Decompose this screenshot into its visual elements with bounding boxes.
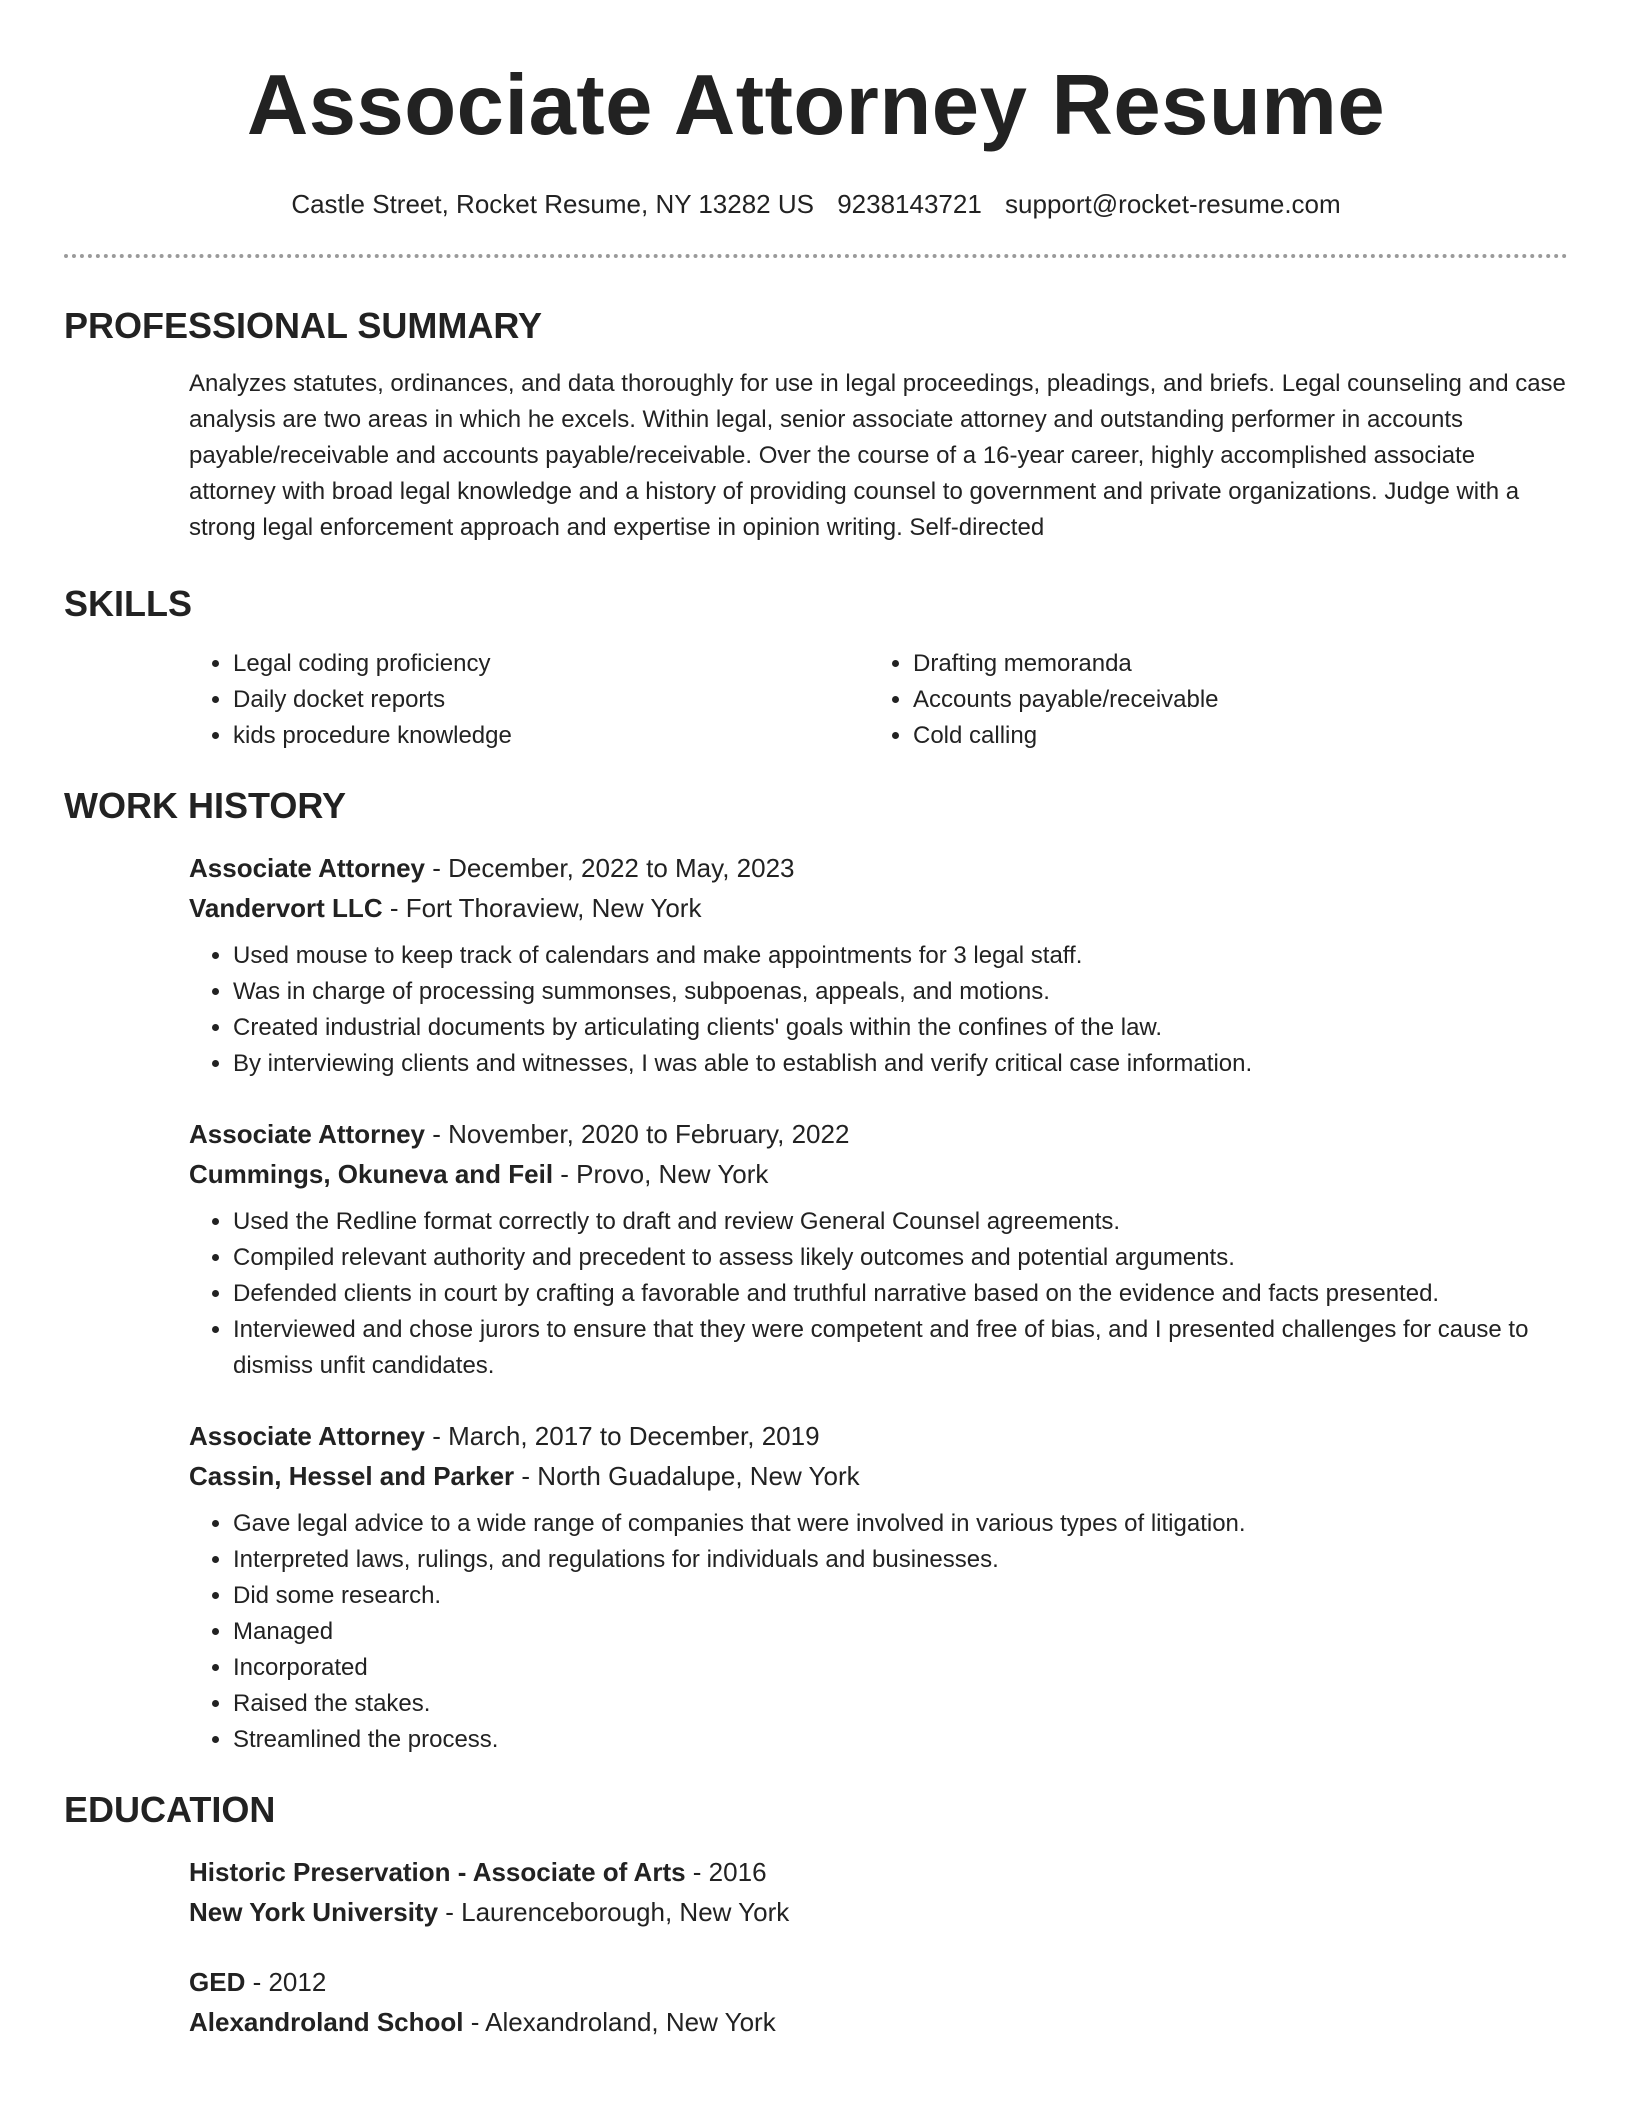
job-bullet: • Used mouse to keep track of calendars and make appointments for 3 legal staff. bbox=[233, 938, 1568, 974]
skill-item: • Daily docket reports bbox=[233, 682, 869, 718]
contact-email: support@rocket-resume.com bbox=[1005, 189, 1341, 219]
education-degree-line bbox=[189, 1852, 1568, 1892]
job-bullet: • Gave legal advice to a wide range of companies that were involved in various types of litigation. bbox=[233, 1506, 1568, 1542]
job-bullets bbox=[189, 1204, 1568, 1384]
job-title: Associate Attorney bbox=[189, 853, 425, 883]
header-divider bbox=[64, 254, 1568, 258]
skills-column-right bbox=[869, 646, 1549, 754]
skill-item: • Accounts payable/receivable bbox=[913, 682, 1549, 718]
contact-address: Castle Street, Rocket Resume, NY 13282 US bbox=[291, 189, 814, 219]
job-company: Cassin, Hessel and Parker bbox=[189, 1461, 515, 1491]
education-heading: EDUCATION bbox=[64, 1789, 276, 1830]
job-bullet: • Used the Redline format correctly to draft and review General Counsel agreements. bbox=[233, 1204, 1568, 1240]
job-location: - Provo, New York bbox=[553, 1159, 769, 1189]
skills-grid bbox=[189, 646, 1568, 754]
work-section bbox=[189, 848, 1568, 1758]
job-title-line bbox=[189, 848, 1568, 888]
skills-list-right bbox=[869, 646, 1549, 754]
job-bullet: • Compiled relevant authority and precedent to assess likely outcomes and potential arguments. bbox=[233, 1240, 1568, 1276]
skills-list-left bbox=[189, 646, 869, 754]
job-company: Vandervort LLC bbox=[189, 893, 383, 923]
skills-heading: SKILLS bbox=[64, 583, 193, 624]
job-location: - North Guadalupe, New York bbox=[514, 1461, 860, 1491]
skill-item: • Cold calling bbox=[913, 718, 1549, 754]
job-bullet: • Did some research. bbox=[233, 1578, 1568, 1614]
summary-text: Analyzes statutes, ordinances, and data thoroughly for use in legal proceedings, pleadings, and briefs. Legal counseling and case analysis are two areas in which he excels. Within legal, senior associate attorney and outstanding performer in accounts payable/receivable and accounts payable/receivable. Over the course of a 16-year career, highly accomplished associate attorney with broad legal knowledge and a history of providing counsel to government and private organizations. Judge with a strong legal enforcement approach and expertise in opinion writing. Self-directed bbox=[189, 370, 1566, 541]
contact-phone: 9238143721 bbox=[837, 189, 982, 219]
skill-item: • Drafting memoranda bbox=[913, 646, 1549, 682]
skill-item: • kids procedure knowledge bbox=[233, 718, 869, 754]
job-company-line bbox=[189, 1456, 1568, 1496]
education-school-line bbox=[189, 1892, 1568, 1932]
work-heading: WORK HISTORY bbox=[64, 785, 347, 826]
job-bullet: • Was in charge of processing summonses, subpoenas, appeals, and motions. bbox=[233, 974, 1568, 1010]
job-dates: - December, 2022 to May, 2023 bbox=[425, 853, 795, 883]
job-company: Cummings, Okuneva and Feil bbox=[189, 1159, 554, 1189]
job-bullet: • By interviewing clients and witnesses, I was able to establish and verify critical case information. bbox=[233, 1046, 1568, 1082]
education-degree: Historic Preservation - Associate of Arts bbox=[189, 1857, 686, 1887]
skills-section bbox=[189, 646, 1568, 754]
education-degree: GED bbox=[189, 1967, 246, 1997]
skills-column-left bbox=[189, 646, 869, 754]
job-dates: - March, 2017 to December, 2019 bbox=[425, 1421, 820, 1451]
education-degree-line bbox=[189, 1962, 1568, 2002]
job-bullet: • Incorporated bbox=[233, 1650, 1568, 1686]
skill-item: • Legal coding proficiency bbox=[233, 646, 869, 682]
education-year: - 2016 bbox=[685, 1857, 767, 1887]
contact-line bbox=[0, 188, 1632, 220]
education-location: - Alexandroland, New York bbox=[463, 2007, 776, 2037]
job-bullet: • Streamlined the process. bbox=[233, 1722, 1568, 1758]
job-bullet: • Created industrial documents by articulating clients' goals within the confines of the law. bbox=[233, 1010, 1568, 1046]
education-entry bbox=[189, 1852, 1568, 1932]
job-title-line bbox=[189, 1114, 1568, 1154]
job-title: Associate Attorney bbox=[189, 1119, 425, 1149]
job-bullet: • Raised the stakes. bbox=[233, 1686, 1568, 1722]
education-section bbox=[189, 1852, 1568, 2042]
job-location: - Fort Thoraview, New York bbox=[382, 893, 702, 923]
education-school-line bbox=[189, 2002, 1568, 2042]
summary-heading: PROFESSIONAL SUMMARY bbox=[64, 305, 543, 346]
education-school: Alexandroland School bbox=[189, 2007, 464, 2037]
education-school: New York University bbox=[189, 1897, 439, 1927]
job-bullet: • Managed bbox=[233, 1614, 1568, 1650]
resume-title: Associate Attorney Resume bbox=[246, 58, 1386, 153]
job-entry bbox=[189, 1416, 1568, 1758]
job-company-line bbox=[189, 1154, 1568, 1194]
job-title: Associate Attorney bbox=[189, 1421, 425, 1451]
summary-section bbox=[189, 366, 1568, 546]
job-entry bbox=[189, 848, 1568, 1082]
job-entry bbox=[189, 1114, 1568, 1384]
job-bullets bbox=[189, 1506, 1568, 1758]
job-company-line bbox=[189, 888, 1568, 928]
education-location: - Laurenceborough, New York bbox=[438, 1897, 790, 1927]
job-bullet: • Defended clients in court by crafting a favorable and truthful narrative based on the evidence and facts presented. bbox=[233, 1276, 1568, 1312]
job-title-line bbox=[189, 1416, 1568, 1456]
job-bullet: • Interpreted laws, rulings, and regulations for individuals and businesses. bbox=[233, 1542, 1568, 1578]
education-year: - 2012 bbox=[245, 1967, 327, 1997]
education-entry bbox=[189, 1962, 1568, 2042]
job-bullets bbox=[189, 938, 1568, 1082]
job-dates: - November, 2020 to February, 2022 bbox=[425, 1119, 850, 1149]
job-bullet: • Interviewed and chose jurors to ensure that they were competent and free of bias, and I presented challenges for cause to dismiss unfit candidates. bbox=[233, 1312, 1568, 1384]
